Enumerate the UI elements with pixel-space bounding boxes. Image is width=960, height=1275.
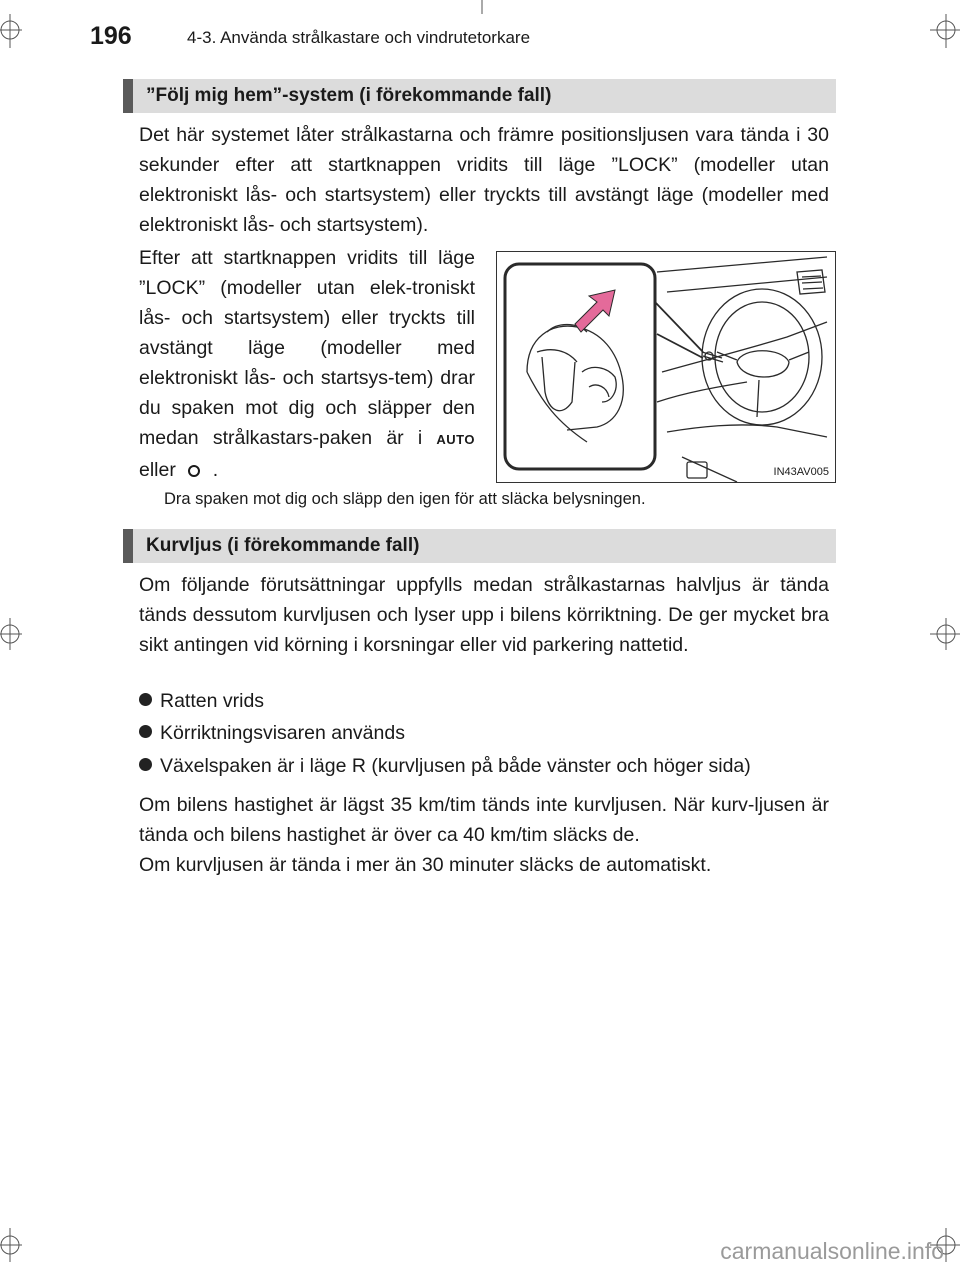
list-item-text: Körriktningsvisaren används [160, 722, 405, 744]
body-paragraph: Om bilens hastighet är lägst 35 km/tim tänds inte kurvljusen. När kurv-ljusen är tända och bilens hastighet är över ca 40 km/tim släcks de. [139, 794, 829, 846]
or-word: eller [139, 459, 176, 481]
headlight-off-icon [181, 461, 207, 479]
list-item [139, 722, 839, 745]
section-heading-follow-me-home [123, 79, 836, 113]
bullet-icon [139, 725, 152, 738]
auto-position-symbol: AUTO [436, 432, 475, 447]
chapter-title: 4-3. Använda strålkastare och vindrutetorkare [187, 28, 531, 47]
lever-drawing [497, 252, 835, 482]
list-item-text: Växelspaken är i läge R (kurvljusen på både vänster och höger sida) [160, 755, 751, 777]
note-text: Dra spaken mot dig och släpp den igen för att släcka belysningen. [164, 490, 646, 508]
sentence-end: . [212, 459, 219, 481]
instruction-paragraph [139, 243, 475, 485]
section-heading-cornering-lights [123, 529, 836, 563]
bullet-icon [139, 758, 152, 771]
section-title: ”Följ mig hem”-system (i förekommande fall) [146, 85, 552, 106]
body-paragraph: Om kurvljusen är tända i mer än 30 minuter släcks de automatiskt. [139, 854, 712, 876]
instruction-text: Efter att startknappen vridits till läge ”LOCK” (modeller utan elek-troniskt lås- och startsystem) eller tryckts till avstängt läge (modeller med elektroniskt lås- och startsys-tem) drar du spaken mot dig och släpper den medan strålkastars-paken är i [139, 247, 475, 449]
figure-code: IN43AV005 [773, 466, 829, 478]
body-paragraph: Det här systemet låter strålkastarna och främre positionsljusen vara tända i 30 sekunder efter att startknappen vridits till läge ”LOCK” (modeller utan elektroniskt lås- och startsystem) eller tryckts till avstängt läge (modeller med elektroniskt lås- och startsystem). [139, 124, 829, 236]
list-item-text: Ratten vrids [160, 690, 265, 712]
body-paragraph: Om följande förutsättningar uppfylls medan strålkastarnas halvljus är tända tänds dessutom kurvljusen och lyser upp i bilens körriktning. De ger mycket bra sikt antingen vid körning i korsningar eller vid parkering nattetid. [139, 574, 829, 656]
bullet-icon [139, 693, 152, 706]
list-item [139, 690, 839, 713]
lever-illustration [496, 251, 836, 483]
watermark: carmanualsonline.info [720, 1238, 944, 1264]
page-number: 196 [90, 22, 132, 50]
section-title: Kurvljus (i förekommande fall) [146, 535, 420, 556]
list-item [139, 755, 839, 778]
